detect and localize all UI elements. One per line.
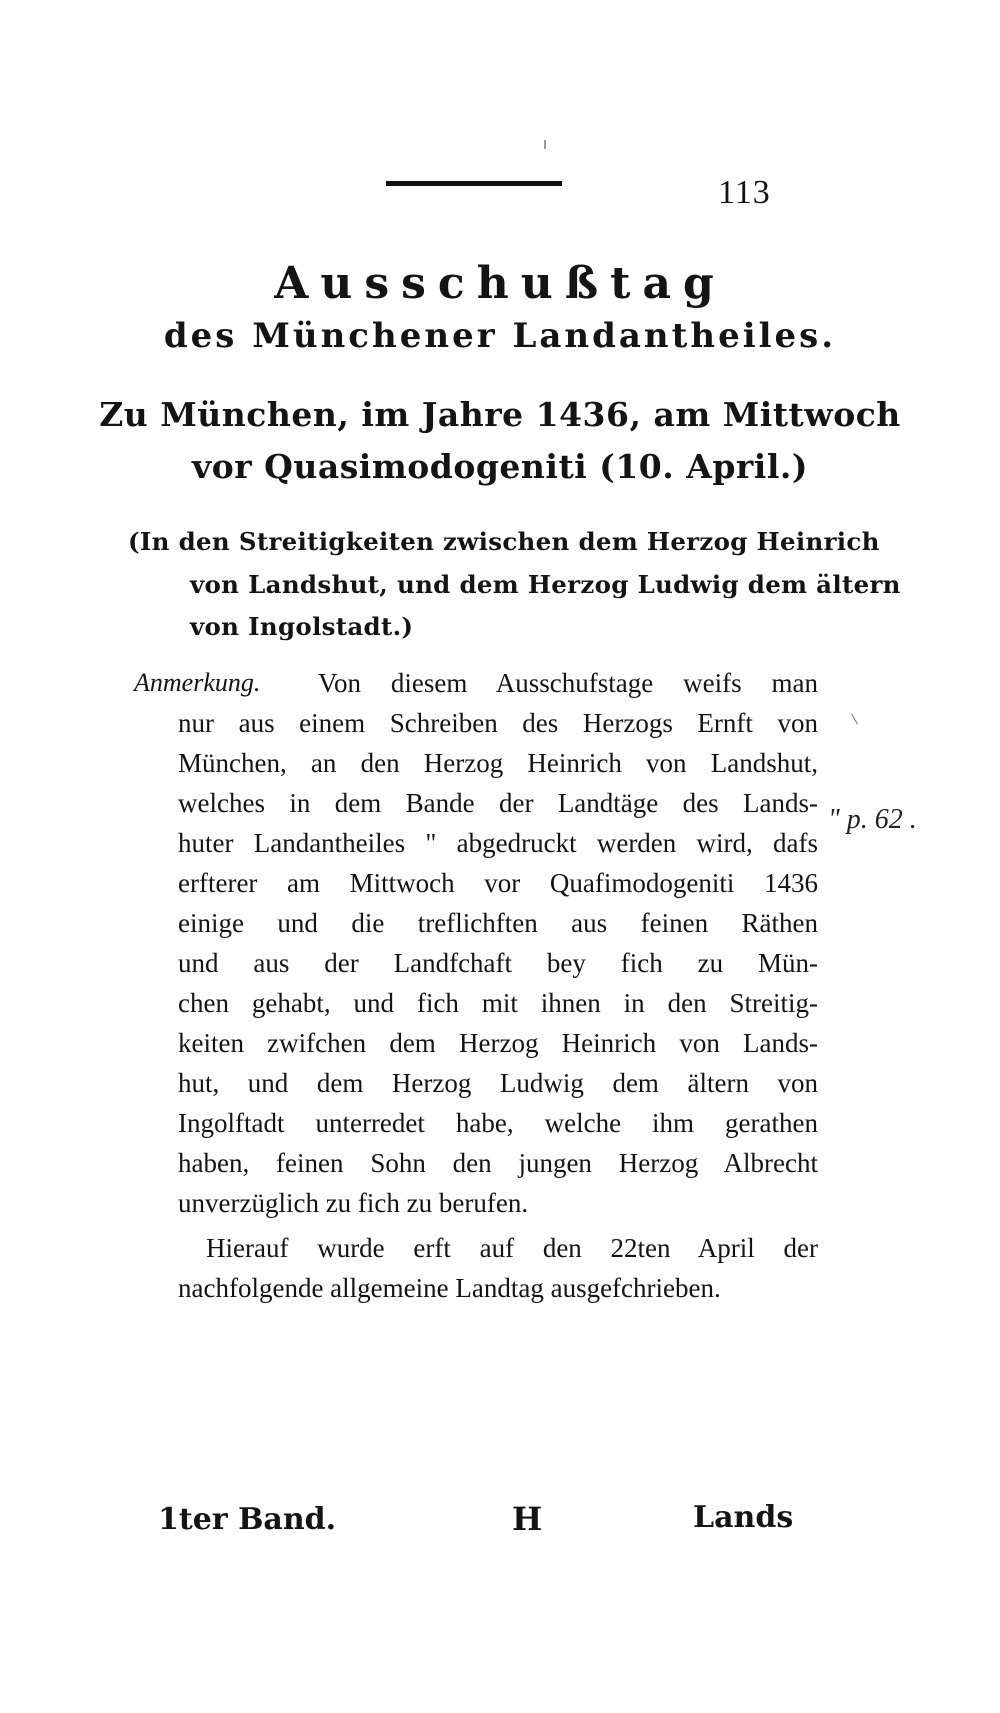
body-line: hut, und dem Herzog Ludwig dem ältern von — [178, 1068, 818, 1098]
sheet-mark: H — [512, 1500, 543, 1538]
body-line: Ingolftadt unterredet habe, welche ihm gerathen — [178, 1108, 818, 1138]
body-line: keiten zwifchen dem Herzog Heinrich von Lands- — [178, 1028, 818, 1058]
note-label: Anmerkung. — [134, 668, 261, 697]
heading-line: vor Quasimodogeniti (10. April.) — [192, 447, 808, 486]
header-rule — [386, 181, 562, 186]
body-line: nur aus einem Schreiben des Herzogs Ernft von — [178, 708, 818, 738]
body-line: unverzüglich zu fich zu berufen. — [178, 1188, 529, 1218]
body-line: haben, feinen Sohn den jungen Herzog Albrecht — [178, 1148, 818, 1178]
parenthetical-line: (In den Streitigkeiten zwischen dem Herzog Heinrich — [128, 527, 880, 556]
page-title: Ausschußtag — [274, 258, 726, 309]
parenthetical-line: von Ingolstadt.) — [190, 612, 414, 641]
parenthetical-line: von Landshut, und dem Herzog Ludwig dem ältern — [190, 570, 901, 599]
body-line: und aus der Landfchaft bey fich zu Mün- — [178, 948, 818, 978]
body-line: einige und die treflichften aus feinen Räthen — [178, 908, 818, 938]
body-line: chen gehabt, und fich mit ihnen in den Streitig- — [178, 988, 818, 1018]
body-line: nachfolgende allgemeine Landtag ausgefchrieben. — [178, 1273, 721, 1303]
body-line: Von diesem Ausschufstage weifs man — [318, 668, 818, 698]
pencil-mark — [851, 714, 858, 725]
signature-mark: 1ter Band. — [158, 1502, 337, 1537]
body-line: erfterer am Mittwoch vor Quafimodogeniti 1436 — [178, 868, 818, 898]
body-line: München, an den Herzog Heinrich von Landshut, — [178, 748, 818, 778]
body-line: welches in dem Bande der Landtäge des Lands- — [178, 788, 818, 818]
handwritten-margin-note: " p. 62 . — [828, 804, 917, 835]
page-subtitle: des Münchener Landantheiles. — [163, 316, 837, 356]
ink-speck — [544, 140, 546, 149]
body-line: Hierauf wurde erft auf den 22ten April der — [206, 1233, 818, 1263]
page-number: 113 — [718, 174, 771, 211]
body-line: huter Landantheiles " abgedruckt werden wird, dafs — [178, 828, 818, 858]
heading-line: Zu München, im Jahre 1436, am Mittwoch — [99, 395, 901, 434]
catchword: Lands — [693, 1500, 794, 1535]
